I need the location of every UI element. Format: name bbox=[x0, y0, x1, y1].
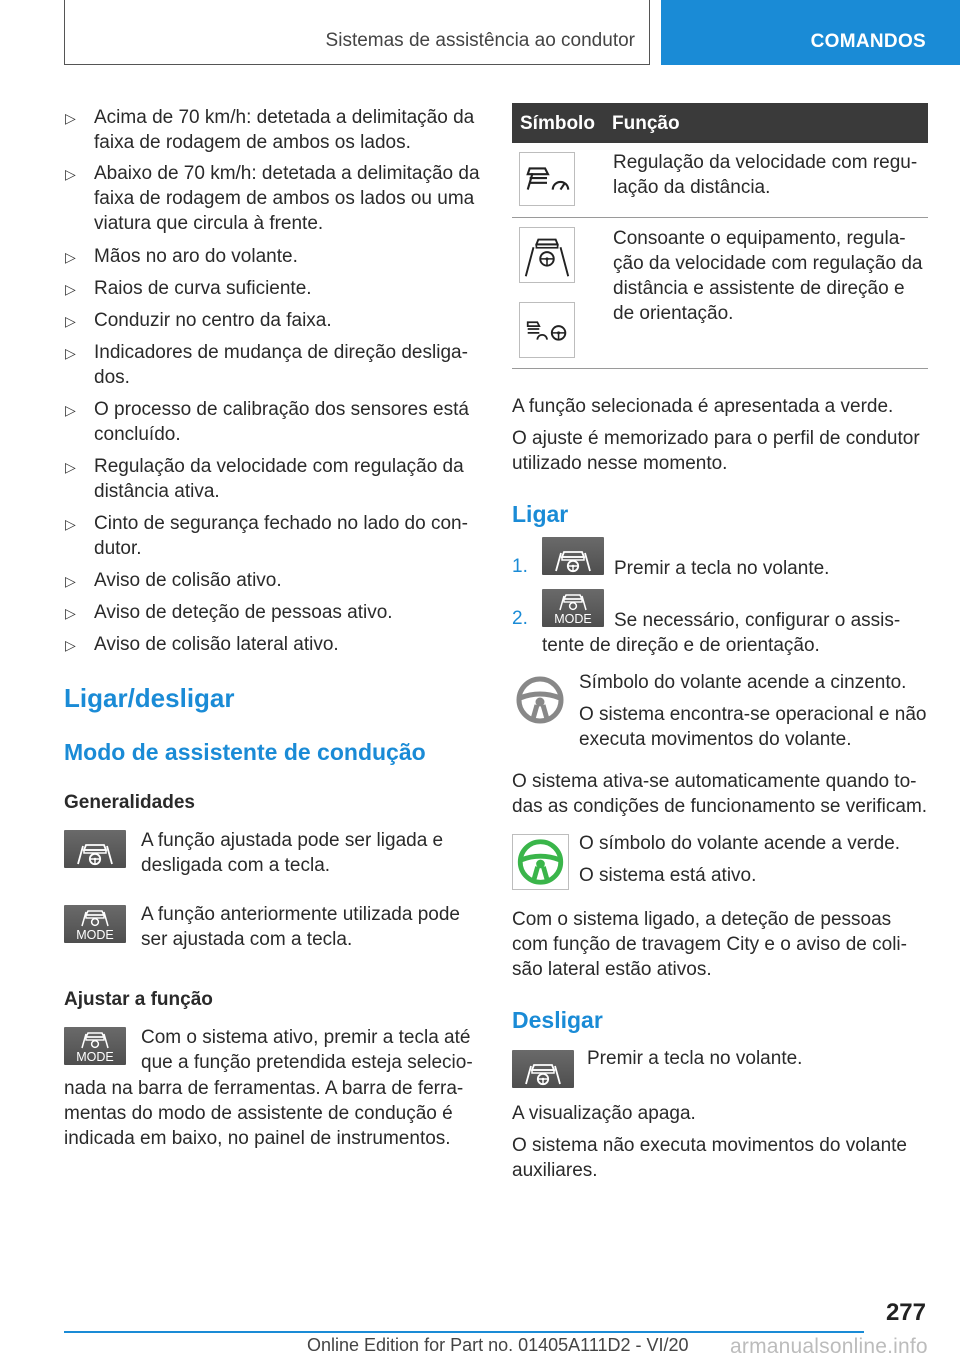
green-text: O símbolo do volante acende a verde. bbox=[579, 833, 901, 854]
row2-text: Consoante o equipamento, regula- bbox=[613, 228, 906, 249]
off-text: O sistema não executa movimentos do volante bbox=[512, 1135, 907, 1156]
step1-text: Premir a tecla no volante. bbox=[614, 558, 830, 579]
mode-key-label: MODE bbox=[76, 928, 114, 942]
steering-wheel-grey-icon bbox=[512, 672, 568, 728]
list-item: ▷ Aviso de deteção de pessoas ativo. bbox=[94, 600, 393, 626]
list-item: ▷ Raios de curva suficiente. bbox=[94, 276, 312, 302]
list-item-cont: dutor. bbox=[94, 538, 142, 559]
mode-key-label: MODE bbox=[554, 612, 592, 626]
list-item: ▷ Acima de 70 km/h: detetada a delimitação da bbox=[94, 105, 474, 131]
step2-text: Se necessário, configurar o assis- bbox=[614, 610, 901, 631]
auto-text: das as condições de funcionamento se verificam. bbox=[512, 796, 928, 817]
triangle-bullet-icon: ▷ bbox=[65, 166, 76, 182]
grey-text: O sistema encontra-se operacional e não bbox=[579, 704, 927, 725]
ajustar-text: indicada em baixo, no painel de instrumentos. bbox=[64, 1128, 451, 1149]
ajustar-text: nada na barra de ferramentas. A barra de ferra- bbox=[64, 1078, 464, 1099]
triangle-bullet-icon: ▷ bbox=[65, 637, 76, 653]
gen-text-2b: ser ajustada com a tecla. bbox=[141, 929, 353, 950]
ajustar-text: que a função pretendida esteja selecio- bbox=[141, 1052, 473, 1073]
footer-edition: Online Edition for Part no. 01405A111D2 - VI/20 bbox=[307, 1335, 689, 1355]
triangle-bullet-icon: ▷ bbox=[65, 573, 76, 589]
off-text: Premir a tecla no volante. bbox=[587, 1048, 803, 1069]
triangle-bullet-icon: ▷ bbox=[65, 516, 76, 532]
triangle-bullet-icon: ▷ bbox=[65, 605, 76, 621]
grey-text: executa movimentos do volante. bbox=[579, 729, 852, 750]
gen-text-1b: desligada com a tecla. bbox=[141, 855, 331, 876]
page-number: 277 bbox=[885, 1299, 926, 1326]
distance-cruise-icon bbox=[519, 152, 575, 206]
row2-text: distância e assistente de direção e bbox=[613, 278, 905, 299]
triangle-bullet-icon: ▷ bbox=[65, 345, 76, 361]
header-bar bbox=[64, 0, 650, 65]
heading-ligar-desligar: Ligar/desligar bbox=[64, 683, 235, 713]
list-item: ▷ Cinto de segurança fechado no lado do con- bbox=[94, 511, 468, 537]
list-item: ▷ Aviso de colisão lateral ativo. bbox=[94, 632, 339, 658]
mode-key-icon bbox=[64, 1027, 126, 1065]
table-divider bbox=[512, 217, 928, 218]
memo-text: O ajuste é memorizado para o perfil de condutor bbox=[512, 428, 920, 449]
mode-key-icon bbox=[64, 905, 126, 943]
step-number: 1. bbox=[512, 556, 528, 577]
heading-desligar: Desligar bbox=[512, 1007, 603, 1033]
gen-text-2a: A função anteriormente utilizada pode bbox=[141, 904, 460, 925]
triangle-bullet-icon: ▷ bbox=[65, 313, 76, 329]
mode-key-label: MODE bbox=[76, 1050, 114, 1064]
lane-assist-key-icon bbox=[542, 537, 604, 575]
triangle-bullet-icon: ▷ bbox=[65, 281, 76, 297]
list-item: ▷ Abaixo de 70 km/h: detetada a delimitação da bbox=[94, 161, 480, 187]
lane-assist-key-icon bbox=[512, 1050, 574, 1088]
selected-text: A função selecionada é apresentada a verde. bbox=[512, 396, 894, 417]
off-text: auxiliares. bbox=[512, 1160, 598, 1181]
watermark: armanualsonline.info bbox=[730, 1335, 928, 1358]
table-divider bbox=[512, 368, 928, 369]
step-number: 2. bbox=[512, 608, 528, 629]
section-label: COMANDOS bbox=[810, 31, 926, 52]
steering-wheel-green-icon bbox=[512, 834, 569, 890]
withsys-text: Com o sistema ligado, a deteção de pessoas bbox=[512, 909, 892, 930]
list-item: ▷ Regulação da velocidade com regulação da bbox=[94, 454, 464, 480]
withsys-text: com função de travagem City e o aviso de coli- bbox=[512, 934, 907, 955]
row1-text: Regulação da velocidade com regu- bbox=[613, 152, 918, 173]
heading-ligar: Ligar bbox=[512, 501, 569, 527]
heading-generalidades: Generalidades bbox=[64, 792, 195, 813]
withsys-text: são lateral estão ativos. bbox=[512, 959, 712, 980]
row1-text: lação da distância. bbox=[613, 177, 771, 198]
list-item-cont: faixa de rodagem de ambos os lados ou uma bbox=[94, 188, 475, 209]
row2-text: de orientação. bbox=[613, 303, 734, 324]
distance-steering-icon bbox=[519, 302, 575, 358]
grey-text: Símbolo do volante acende a cinzento. bbox=[579, 672, 907, 693]
section-tab bbox=[661, 0, 960, 65]
memo-text: utilizado nesse momento. bbox=[512, 453, 728, 474]
heading-modo-assistente: Modo de assistente de condução bbox=[64, 739, 426, 765]
list-item-cont: concluído. bbox=[94, 424, 181, 445]
col-symbol: Símbolo bbox=[520, 113, 595, 134]
list-item-cont: dos. bbox=[94, 367, 130, 388]
list-item-cont: distância ativa. bbox=[94, 481, 220, 502]
ajustar-text: Com o sistema ativo, premir a tecla até bbox=[141, 1027, 471, 1048]
table-header bbox=[512, 103, 928, 143]
row2-text: ção da velocidade com regulação da bbox=[613, 253, 923, 274]
footer-rule bbox=[64, 1331, 864, 1333]
off-text: A visualização apaga. bbox=[512, 1103, 696, 1124]
header-title: Sistemas de assistência ao condutor bbox=[325, 30, 635, 51]
step2-text: tente de direção e de orientação. bbox=[542, 635, 820, 656]
list-item-cont: viatura que circula à frente. bbox=[94, 213, 324, 234]
auto-text: O sistema ativa-se automaticamente quando to- bbox=[512, 771, 917, 792]
lane-assist-key-icon bbox=[64, 830, 126, 868]
list-item-cont: faixa de rodagem de ambos os lados. bbox=[94, 132, 411, 153]
mode-key-icon bbox=[542, 589, 604, 627]
list-item: ▷ Indicadores de mudança de direção desliga- bbox=[94, 340, 468, 366]
lane-assist-icon bbox=[519, 227, 575, 283]
list-item: ▷ Conduzir no centro da faixa. bbox=[94, 308, 332, 334]
gen-text-1a: A função ajustada pode ser ligada e bbox=[141, 830, 444, 851]
triangle-bullet-icon: ▷ bbox=[65, 459, 76, 475]
col-function: Função bbox=[612, 113, 680, 134]
heading-ajustar-funcao: Ajustar a função bbox=[64, 989, 213, 1010]
green-text: O sistema está ativo. bbox=[579, 865, 757, 886]
triangle-bullet-icon: ▷ bbox=[65, 110, 76, 126]
triangle-bullet-icon: ▷ bbox=[65, 402, 76, 418]
list-item: ▷ O processo de calibração dos sensores está bbox=[94, 397, 469, 423]
list-item: ▷ Mãos no aro do volante. bbox=[94, 244, 298, 270]
list-item: ▷ Aviso de colisão ativo. bbox=[94, 568, 282, 594]
ajustar-text: mentas do modo de assistente de condução é bbox=[64, 1103, 453, 1124]
triangle-bullet-icon: ▷ bbox=[65, 249, 76, 265]
